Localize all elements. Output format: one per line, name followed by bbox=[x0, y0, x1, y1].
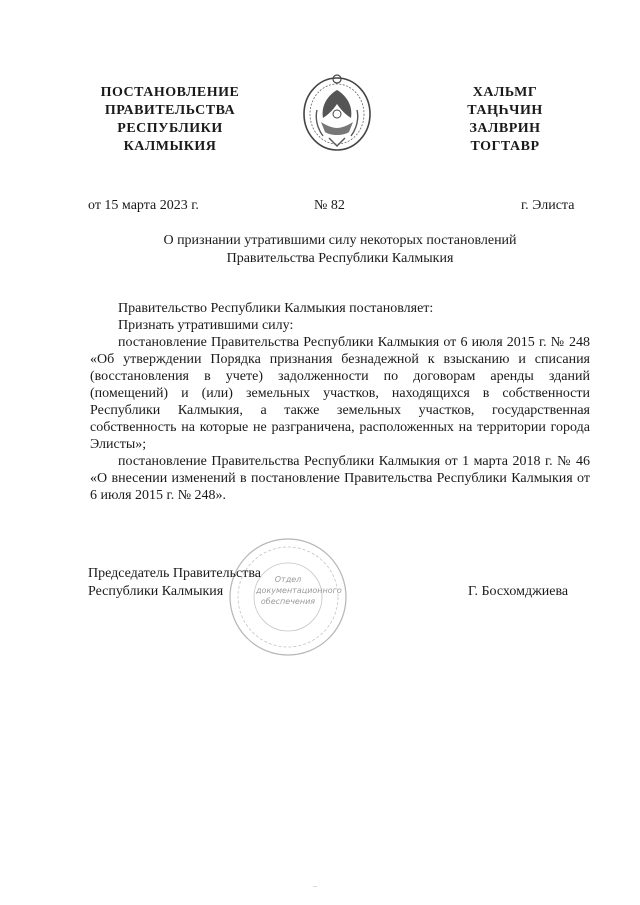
stamp-line: Отдел bbox=[274, 575, 302, 584]
header-left-line: РЕСПУБЛИКИ bbox=[117, 121, 223, 136]
signatory-position bbox=[88, 565, 261, 601]
header-right-line: ЗАЛВРИН bbox=[469, 121, 541, 136]
body-intro: Правительство Республики Калмыкия постановляет: bbox=[118, 301, 434, 316]
signatory-position-line: Республики Калмыкия bbox=[88, 584, 224, 599]
document-city: г. Элиста bbox=[521, 198, 575, 213]
stamp-line: документационного bbox=[256, 586, 342, 595]
body-lead: Признать утратившими силу: bbox=[118, 318, 294, 333]
document-body bbox=[90, 300, 590, 504]
stamp-line: обеспечения bbox=[260, 597, 316, 606]
header-left-title bbox=[80, 84, 260, 156]
document-title bbox=[90, 232, 590, 268]
signatory-position-line: Председатель Правительства bbox=[88, 566, 261, 581]
document-date: от 15 марта 2023 г. bbox=[88, 198, 199, 213]
body-item-2: постановление Правительства Республики Калмыкия от 1 марта 2018 г. № 46 «О внесении изменений в постановление Правительства Республики Калмыкия от 6 июля 2015 г. № 248». bbox=[90, 454, 590, 503]
header-left-line: ПРАВИТЕЛЬСТВА bbox=[104, 103, 236, 118]
title-line: Правительства Республики Калмыкия bbox=[226, 251, 454, 266]
stamp-text bbox=[256, 574, 342, 607]
header-right-title bbox=[440, 84, 570, 156]
coat-of-arms-emblem bbox=[297, 70, 377, 154]
header-left-line: ПОСТАНОВЛЕНИЕ bbox=[100, 85, 240, 100]
header-left-line: КАЛМЫКИЯ bbox=[123, 139, 217, 154]
page-mark: .. bbox=[313, 880, 317, 889]
header-right-line: ТОГТАВР bbox=[470, 139, 540, 154]
header-right-line: ТАҢҺЧИН bbox=[467, 103, 543, 118]
document-number: № 82 bbox=[314, 198, 345, 213]
header-right-line: ХАЛЬМГ bbox=[472, 85, 538, 100]
body-item-1: постановление Правительства Республики Калмыкия от 6 июля 2015 г. № 248 «Об утверждении Порядка признания безнадежной к взысканию и списания (восстановления в учете) задолженности по договорам аренды зданий (помещений) и (или) земельных участков, находящихся в собственности Республики Калмыкия, а также земельных участков, государственная собственность на которые не разграничена, расположенных на территории города Элисты»; bbox=[90, 335, 590, 452]
signatory-name: Г. Босхомджиева bbox=[468, 584, 569, 599]
title-line: О признании утратившими силу некоторых постановлений bbox=[163, 233, 517, 248]
